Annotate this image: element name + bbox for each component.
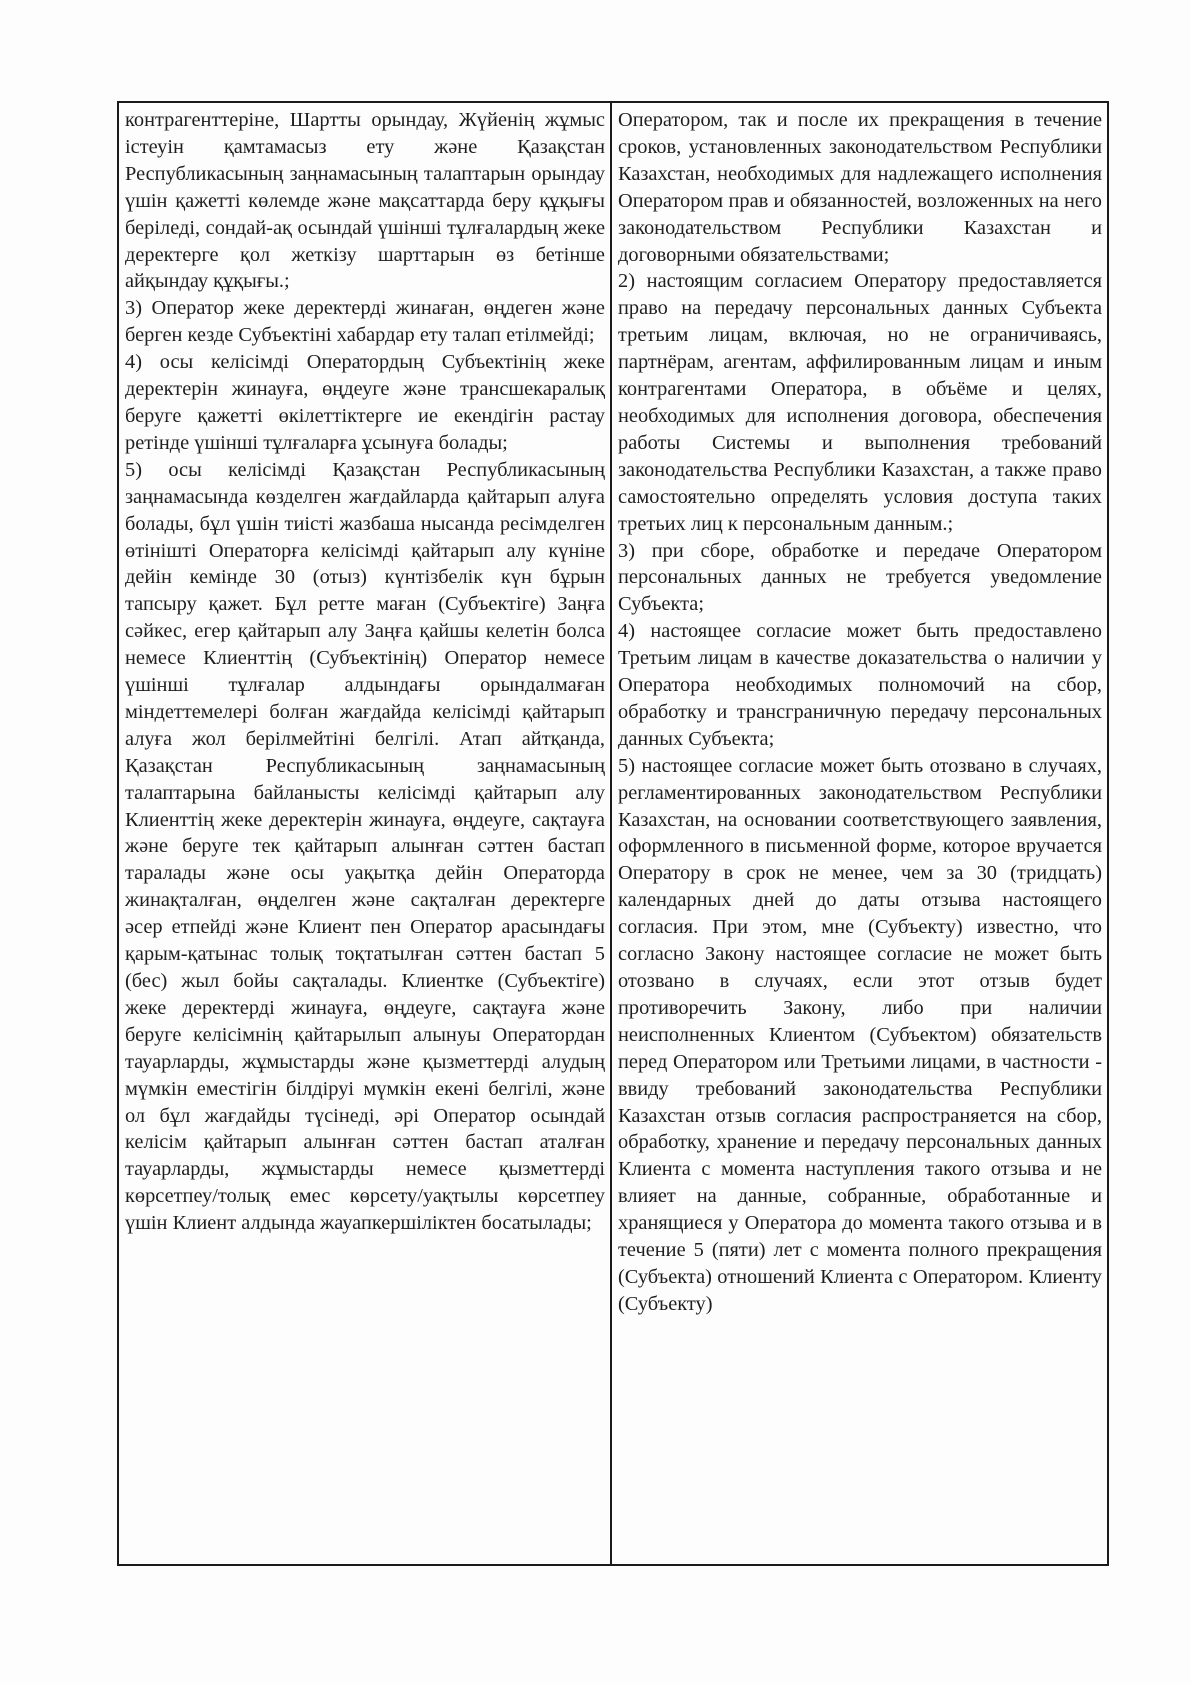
ru-paragraph-continuation: Оператором, так и после их прекращения в течение сроков, установленных законодательством Республики Казахстан, необходимых для надлежащего исполнения Оператором прав и обязанностей, возложенных на него законодательством Республики Казахстан и договорными обязательствами; <box>618 109 1102 266</box>
two-column-table <box>117 101 1109 1566</box>
kz-paragraph-item-4: 4) осы келісімді Оператордың Субъектінің жеке деректерін жинауға, өңдеуге және трансшекаралық беруге қажетті өкілеттіктерге ие екендігін растау ретінде үшінші тұлғаларға ұсынуға болады; <box>125 351 605 454</box>
ru-paragraph-item-2: 2) настоящим согласием Оператору предоставляется право на передачу персональных данных Субъекта третьим лицам, включая, но не ограничиваясь, партнёрам, агентам, аффилированным лицам и иным контрагентами Оператора, в объёме и целях, необходимых для исполнения договора, обеспечения работы Системы и выполнения требований законодательства Республики Казахстан, а также право самостоятельно определять условия доступа таких третьих лиц к персональным данным.; <box>618 270 1102 535</box>
kz-paragraph-item-5: 5) осы келісімді Қазақстан Республикасының заңнамасында көзделген жағдайларда қайтарып алуға болады, бұл үшін тиісті жазбаша нысанда ресімделген өтінішті Операторға келісімді қайтарып алу күніне дейін кемінде 30 (отыз) күнтізбелік күн бұрын тапсыру қажет. Бұл ретте маған (Субъектіге) Заңға сәйкес, егер қайтарып алу Заңға қайшы келетін болса немесе Клиенттің (Субъектінің) Оператор немесе үшінші тұлғалар алдындағы орындалмаған міндеттемелері болған жағдайда келісімді қайтарып алуға жол берілмейтіні белгілі. Атап айтқанда, Қазақстан Республикасының заңнамасының талаптарына байланысты келісімді қайтарып алу Клиенттің жеке деректерін жинауға, өңдеуге, сақтауға және беруге тек қайтарып алынған сәттен бастап таралады және осы уақытқа дейін Операторда жинақталған, өңделген және сақталған деректерге әсер етпейді және Клиент пен Оператор арасындағы қарым-қатынас толық тоқтатылған сәттен бастап 5 (бес) жыл бойы сақталады. Клиентке (Субъектіге) жеке деректерді жинауға, өңдеуге, сақтауға және беруге келісімнің қайтарылып алынуы Оператордан тауарларды, жұмыстарды және қызметтерді алудың мүмкін еместігін білдіруі мүмкін екені белгілі, және ол бұл жағдайды түсінеді, әрі Оператор осындай келісім қайтарып алынған сәттен бастап аталған тауарларды, жұмыстарды немесе қызметтерді көрсетпеу/толық емес көрсету/уақтылы көрсетпеу үшін Клиент алдында жауапкершіліктен босатылады; <box>125 458 605 1235</box>
ru-paragraph-item-5: 5) настоящее согласие может быть отозвано в случаях, регламентированных законодательством Республики Казахстан, на основании соответствующего заявления, оформленного в письменной форме, которое вручается Оператору в срок не менее, чем за 30 (тридцать) календарных дней до даты отзыва настоящего согласия. При этом, мне (Субъекту) известно, что согласно Закону настоящее согласие не может быть отозвано в случаях, если этот отзыв будет противоречить Закону, либо при наличии неисполненных Клиентом (Субъектом) обязательств перед Оператором или Третьими лицами, в частности - ввиду требований законодательства Республики Казахстан отзыв согласия распространяется на сбор, обработку, хранение и передачу персональных данных Клиента с момента наступления такого отзыва и не влияет на данные, собранные, обработанные и хранящиеся у Оператора до момента такого отзыва и в течение 5 (пяти) лет с момента полного прекращения (Субъекта) отношений Клиента с Оператором. Клиенту (Субъекту) <box>618 754 1102 1315</box>
kz-paragraph-continuation: контрагенттеріне, Шартты орындау, Жүйенің жұмыс істеуін қамтамасыз ету және Қазақстан Республикасының заңнамасының талаптарын орындау үшін қажетті көлемде және мақсаттарда беру құқығы беріледі, сондай-ақ осындай үшінші тұлғалардың жеке деректерге қол жеткізу шарттарын өз бетінше айқындау құқығы.; <box>125 109 605 293</box>
kazakh-text-column <box>119 103 612 1564</box>
ru-paragraph-item-3: 3) при сборе, обработке и передаче Оператором персональных данных не требуется уведомление Субъекта; <box>618 539 1102 616</box>
ru-paragraph-item-4: 4) настоящее согласие может быть предоставлено Третьим лицам в качестве доказательства о наличии у Оператора необходимых полномочий на сбор, обработку и трансграничную передачу персональных данных Субъекта; <box>618 620 1102 750</box>
kz-paragraph-item-3: 3) Оператор жеке деректерді жинаған, өңдеген және берген кезде Субъектіні хабардар ету талап етілмейді; <box>125 297 605 347</box>
russian-text-column <box>612 103 1107 1564</box>
